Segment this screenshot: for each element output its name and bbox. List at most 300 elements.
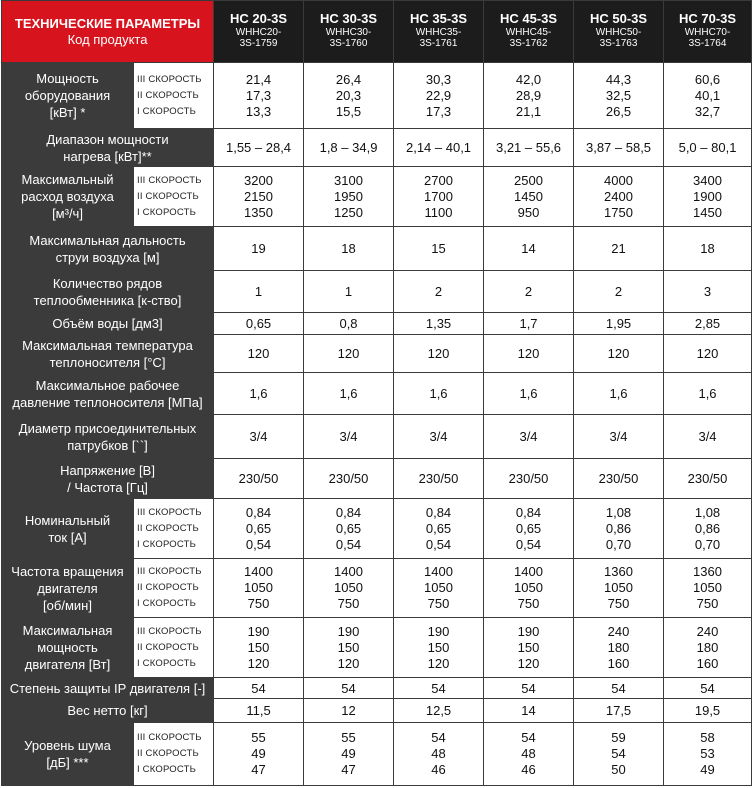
speed-label: II СКОРОСТЬ — [137, 190, 199, 202]
value-cell: 12,5 — [394, 699, 484, 723]
value-cell: 54 — [484, 678, 574, 699]
param-label-throw — [2, 227, 214, 271]
speed-value: 1400 — [514, 564, 543, 579]
value-cell: 230/50 — [394, 459, 484, 499]
speed-value: 750 — [517, 596, 540, 611]
value-cell: 1 — [304, 271, 394, 313]
speed-values — [574, 624, 663, 672]
speed-value: 1,08 — [694, 504, 721, 520]
speed-values — [214, 624, 303, 672]
param-label-line: расход воздуха — [21, 189, 114, 204]
speed-values — [304, 72, 393, 120]
param-label-line: Максимальная дальность — [29, 232, 186, 248]
value-cell: 1,6 — [394, 373, 484, 415]
speed-value: 750 — [696, 596, 719, 611]
speed-value: 190 — [427, 623, 450, 639]
speed-value: 1100 — [424, 204, 453, 220]
speed-stack — [137, 624, 213, 672]
speed-value: 3200 — [244, 172, 273, 188]
speed-labels — [134, 618, 214, 678]
value-cell — [664, 618, 752, 678]
speed-value: 1050 — [514, 580, 543, 595]
param-label-line: Диапазон мощности — [46, 131, 169, 147]
value-cell: 2 — [394, 271, 484, 313]
speed-value: 0,54 — [425, 536, 452, 552]
speed-values — [574, 730, 663, 778]
speed-value: 21,1 — [515, 103, 542, 119]
speed-label: I СКОРОСТЬ — [137, 657, 197, 669]
speed-values — [394, 624, 483, 672]
value-cell: 18 — [304, 227, 394, 271]
speed-value: 750 — [427, 596, 450, 611]
table-row — [2, 271, 752, 313]
speed-value: 3100 — [334, 172, 363, 188]
speed-value: 150 — [517, 639, 540, 655]
speed-value: 240 — [607, 623, 630, 639]
speed-value: 1360 — [693, 564, 722, 579]
table-row — [2, 335, 752, 373]
speed-value: 150 — [427, 639, 450, 655]
speed-value: 1450 — [514, 188, 543, 204]
value-cell: 15 — [394, 227, 484, 271]
speed-value: 0,84 — [245, 504, 272, 520]
value-cell: 3/4 — [664, 415, 752, 459]
value-cell — [484, 167, 574, 227]
value-cell: 0,8 — [304, 313, 394, 335]
param-label-lines — [2, 275, 213, 309]
param-label-line: Диаметр присоединительных — [18, 420, 197, 436]
value-cell — [214, 618, 304, 678]
value-cell: 1,6 — [484, 373, 574, 415]
speed-label: I СКОРОСТЬ — [137, 764, 197, 775]
speed-value: 17,3 — [245, 87, 272, 103]
model-name: HC 45-3S — [499, 11, 558, 26]
product-code-label: Код продукта — [67, 31, 148, 47]
speed-value: 46 — [521, 762, 536, 777]
value-cell: 54 — [214, 678, 304, 699]
speed-values — [394, 730, 483, 778]
speed-value: 60,6 — [694, 71, 721, 87]
speed-value: 55 — [341, 730, 356, 745]
value-cell: 230/50 — [484, 459, 574, 499]
table-row — [2, 313, 752, 335]
param-label-line: Вес нетто [кг] — [67, 703, 148, 718]
table-title-cell — [2, 1, 214, 63]
param-label-weight — [2, 699, 214, 723]
value-cell — [574, 618, 664, 678]
param-label-water — [2, 313, 214, 335]
speed-value: 1360 — [604, 564, 633, 579]
model-code: 3S-1762 — [509, 38, 548, 49]
speed-value: 120 — [427, 655, 450, 671]
param-label-lines — [2, 171, 133, 222]
speed-label: III СКОРОСТЬ — [137, 732, 202, 743]
param-label-lines — [2, 680, 213, 697]
value-cell: 54 — [394, 678, 484, 699]
value-cell: 19 — [214, 227, 304, 271]
table-row — [2, 129, 752, 167]
speed-value: 47 — [341, 762, 356, 777]
speed-value: 750 — [607, 596, 630, 611]
value-cell — [664, 559, 752, 618]
value-cell: 54 — [304, 678, 394, 699]
value-cell: 230/50 — [304, 459, 394, 499]
model-code: WHHC45- — [505, 27, 552, 38]
value-cell: 1,35 — [394, 313, 484, 335]
speed-label: III СКОРОСТЬ — [137, 506, 202, 518]
speed-value: 30,3 — [425, 71, 452, 87]
value-cell — [214, 723, 304, 786]
value-cell: 3,21 – 55,6 — [484, 129, 574, 167]
speed-values — [214, 173, 303, 221]
table-row — [2, 373, 752, 415]
speed-values — [574, 505, 663, 553]
value-cell — [484, 499, 574, 559]
speed-values — [664, 173, 751, 221]
speed-value: 32,5 — [605, 87, 632, 103]
value-cell — [214, 167, 304, 227]
speed-values — [664, 730, 751, 778]
speed-value: 0,86 — [694, 520, 721, 536]
table-row — [2, 63, 752, 129]
speed-values — [214, 730, 303, 778]
param-label-lines — [2, 563, 133, 614]
param-label-ip — [2, 678, 214, 699]
speed-values — [484, 564, 573, 612]
speed-value: 0,54 — [335, 536, 362, 552]
speed-values — [484, 730, 573, 778]
speed-value: 0,86 — [605, 520, 632, 536]
value-cell: 1 — [214, 271, 304, 313]
speed-value: 48 — [521, 746, 536, 761]
param-label-diameter — [2, 415, 214, 459]
model-code: 3S-1763 — [599, 38, 638, 49]
speed-label: II СКОРОСТЬ — [137, 641, 199, 653]
speed-value: 750 — [247, 596, 270, 611]
speed-value: 0,84 — [515, 504, 542, 520]
speed-values — [304, 505, 393, 553]
speed-value: 0,65 — [245, 520, 272, 536]
speed-value: 160 — [696, 655, 719, 671]
value-cell: 230/50 — [664, 459, 752, 499]
value-cell: 3/4 — [574, 415, 664, 459]
speed-value: 26,5 — [605, 103, 632, 119]
value-cell — [574, 499, 664, 559]
param-label-line: [дБ] *** — [46, 755, 89, 770]
speed-value: 58 — [700, 730, 715, 745]
table-row — [2, 559, 752, 618]
speed-values — [214, 505, 303, 553]
value-cell: 120 — [664, 335, 752, 373]
speed-value: 53 — [700, 746, 715, 761]
speed-value: 0,84 — [335, 504, 362, 520]
speed-label: II СКОРОСТЬ — [137, 748, 199, 759]
speed-value: 150 — [247, 639, 270, 655]
param-label-voltage — [2, 459, 214, 499]
value-cell — [394, 499, 484, 559]
value-cell: 54 — [664, 678, 752, 699]
speed-value: 2150 — [244, 188, 273, 204]
speed-values — [304, 564, 393, 612]
speed-value: 26,4 — [335, 71, 362, 87]
speed-values — [574, 173, 663, 221]
speed-values — [574, 564, 663, 612]
speed-value: 4000 — [604, 172, 633, 188]
value-cell: 230/50 — [574, 459, 664, 499]
speed-labels — [134, 167, 214, 227]
param-label-line: патрубков [``] — [67, 437, 148, 453]
value-cell — [394, 63, 484, 129]
speed-values — [394, 564, 483, 612]
model-code: WHHC70- — [684, 27, 731, 38]
speed-stack — [137, 564, 213, 612]
speed-value: 0,70 — [605, 536, 632, 552]
model-header — [214, 1, 304, 63]
speed-values — [304, 730, 393, 778]
speed-value: 42,0 — [515, 71, 542, 87]
speed-values — [484, 505, 573, 553]
model-code: 3S-1761 — [419, 38, 458, 49]
model-name: HC 20-3S — [229, 11, 288, 26]
speed-value: 1900 — [693, 188, 722, 204]
table-row — [2, 618, 752, 678]
model-code: WHHC50- — [595, 27, 642, 38]
value-cell: 21 — [574, 227, 664, 271]
value-cell: 17,5 — [574, 699, 664, 723]
speed-value: 1750 — [604, 204, 633, 220]
speed-value: 1700 — [424, 188, 453, 204]
value-cell: 2 — [484, 271, 574, 313]
speed-label: I СКОРОСТЬ — [137, 538, 197, 550]
speed-values — [394, 72, 483, 120]
speed-value: 0,65 — [425, 520, 452, 536]
speed-labels — [134, 63, 214, 129]
value-cell — [664, 723, 752, 786]
param-label-line: / Частота [Гц] — [67, 479, 148, 495]
table-row — [2, 227, 752, 271]
speed-value: 2500 — [514, 172, 543, 188]
speed-value: 1050 — [244, 580, 273, 595]
value-cell: 1,6 — [214, 373, 304, 415]
table-row — [2, 459, 752, 499]
speed-value: 1050 — [424, 580, 453, 595]
speed-value: 190 — [247, 623, 270, 639]
model-header — [394, 1, 484, 63]
speed-labels — [134, 559, 214, 618]
speed-values — [394, 173, 483, 221]
speed-value: 190 — [517, 623, 540, 639]
value-cell — [394, 618, 484, 678]
param-label-line: мощность — [37, 640, 98, 655]
value-cell: 1,6 — [304, 373, 394, 415]
speed-value: 120 — [337, 655, 360, 671]
model-header — [484, 1, 574, 63]
speed-value: 1950 — [334, 188, 363, 204]
value-cell: 54 — [574, 678, 664, 699]
param-label-lines — [2, 70, 133, 121]
value-cell: 1,8 – 34,9 — [304, 129, 394, 167]
value-cell: 3/4 — [484, 415, 574, 459]
value-cell: 120 — [484, 335, 574, 373]
speed-values — [664, 624, 751, 672]
param-label-lines — [2, 420, 213, 454]
value-cell — [304, 499, 394, 559]
speed-value: 44,3 — [605, 71, 632, 87]
speed-value: 190 — [337, 623, 360, 639]
speed-label: I СКОРОСТЬ — [137, 105, 197, 117]
speed-value: 1400 — [244, 564, 273, 579]
param-label-current — [2, 499, 134, 559]
param-label-line: Максимальная температура — [22, 337, 193, 353]
param-label-line: ток [А] — [48, 529, 87, 545]
speed-value: 2400 — [604, 188, 633, 204]
speed-value: 0,70 — [694, 536, 721, 552]
param-label-lines — [2, 702, 213, 719]
param-label-lines — [2, 232, 213, 266]
speed-values — [664, 564, 751, 612]
param-label-line: Количество рядов — [52, 275, 163, 291]
speed-values — [484, 72, 573, 120]
speed-label: III СКОРОСТЬ — [137, 174, 202, 186]
value-cell: 120 — [574, 335, 664, 373]
value-cell — [484, 618, 574, 678]
speed-values — [214, 564, 303, 612]
value-cell — [664, 167, 752, 227]
header-row — [2, 1, 752, 63]
value-cell — [664, 499, 752, 559]
speed-value: 1400 — [424, 564, 453, 579]
speed-stack — [137, 505, 213, 553]
speed-values — [484, 173, 573, 221]
value-cell — [394, 559, 484, 618]
value-cell: 120 — [214, 335, 304, 373]
value-cell — [214, 499, 304, 559]
value-cell — [574, 559, 664, 618]
table-row — [2, 415, 752, 459]
model-code: WHHC30- — [325, 27, 372, 38]
param-label-line: струи воздуха [м] — [55, 249, 160, 265]
value-cell — [214, 63, 304, 129]
param-label-rows_hx — [2, 271, 214, 313]
spec-table — [1, 0, 752, 786]
speed-value: 3400 — [693, 172, 722, 188]
speed-values — [664, 505, 751, 553]
speed-values — [304, 173, 393, 221]
speed-value: 50 — [611, 762, 626, 777]
speed-value: 21,4 — [245, 71, 272, 87]
value-cell — [304, 618, 394, 678]
speed-value: 0,65 — [335, 520, 362, 536]
speed-value: 0,65 — [515, 520, 542, 536]
model-header — [574, 1, 664, 63]
speed-value: 49 — [700, 762, 715, 777]
table-title: ТЕХНИЧЕСКИЕ ПАРАМЕТРЫ — [14, 15, 201, 31]
param-label-line: оборудования — [24, 88, 111, 103]
param-label-lines — [2, 377, 213, 411]
speed-label: III СКОРОСТЬ — [137, 566, 202, 577]
speed-value: 0,54 — [515, 536, 542, 552]
speed-value: 54 — [611, 746, 626, 761]
value-cell: 5,0 – 80,1 — [664, 129, 752, 167]
value-cell: 1,95 — [574, 313, 664, 335]
param-label-line: [кВт] * — [49, 105, 86, 120]
table-row — [2, 678, 752, 699]
value-cell: 14 — [484, 699, 574, 723]
value-cell: 3 — [664, 271, 752, 313]
speed-stack — [137, 730, 213, 778]
speed-value: 17,3 — [425, 103, 452, 119]
value-cell — [484, 723, 574, 786]
speed-value: 1450 — [693, 204, 722, 220]
model-name: HC 30-3S — [319, 11, 378, 26]
param-label-line: двигателя — [37, 580, 98, 596]
param-label-line: Мощность — [36, 71, 99, 86]
speed-labels — [134, 499, 214, 559]
speed-value: 750 — [337, 596, 360, 611]
value-cell: 1,55 – 28,4 — [214, 129, 304, 167]
speed-value: 15,5 — [335, 103, 362, 119]
model-name: HC 70-3S — [678, 11, 737, 26]
param-label-heat_range — [2, 129, 214, 167]
speed-value: 180 — [607, 639, 630, 655]
value-cell — [214, 559, 304, 618]
speed-value: 120 — [247, 655, 270, 671]
value-cell — [574, 167, 664, 227]
param-label-line: Объём воды [дм3] — [52, 316, 163, 331]
value-cell: 3/4 — [394, 415, 484, 459]
speed-value: 20,3 — [335, 87, 362, 103]
speed-values — [484, 624, 573, 672]
param-label-lines — [2, 337, 213, 371]
param-label-power — [2, 63, 134, 129]
model-code: 3S-1764 — [688, 38, 727, 49]
speed-stack — [137, 72, 213, 120]
table-row — [2, 723, 752, 786]
speed-value: 1050 — [693, 580, 722, 595]
param-label-line: Номинальный — [24, 512, 111, 528]
model-code: WHHC20- — [235, 27, 282, 38]
model-code: WHHC35- — [415, 27, 462, 38]
speed-value: 2700 — [424, 172, 453, 188]
speed-value: 1400 — [334, 564, 363, 579]
speed-value: 49 — [251, 746, 266, 761]
speed-value: 150 — [337, 639, 360, 655]
value-cell: 3,87 – 58,5 — [574, 129, 664, 167]
value-cell — [304, 63, 394, 129]
speed-value: 240 — [696, 623, 719, 639]
param-label-line: теплоносителя [°C] — [49, 354, 166, 370]
value-cell — [574, 63, 664, 129]
speed-labels — [134, 723, 214, 786]
speed-value: 120 — [517, 655, 540, 671]
speed-value: 47 — [251, 762, 266, 777]
speed-value: 28,9 — [515, 87, 542, 103]
param-label-line: [об/мин] — [43, 597, 92, 613]
param-label-lines — [2, 512, 133, 546]
value-cell: 120 — [304, 335, 394, 373]
value-cell: 230/50 — [214, 459, 304, 499]
speed-values — [394, 505, 483, 553]
model-code: 3S-1759 — [239, 38, 278, 49]
param-label-motor_power — [2, 618, 134, 678]
value-cell — [394, 167, 484, 227]
model-header — [664, 1, 752, 63]
speed-value: 59 — [611, 730, 626, 745]
speed-value: 1,08 — [605, 504, 632, 520]
param-label-line: Степень защиты IP двигателя [-] — [9, 680, 206, 696]
value-cell — [304, 167, 394, 227]
value-cell — [484, 63, 574, 129]
